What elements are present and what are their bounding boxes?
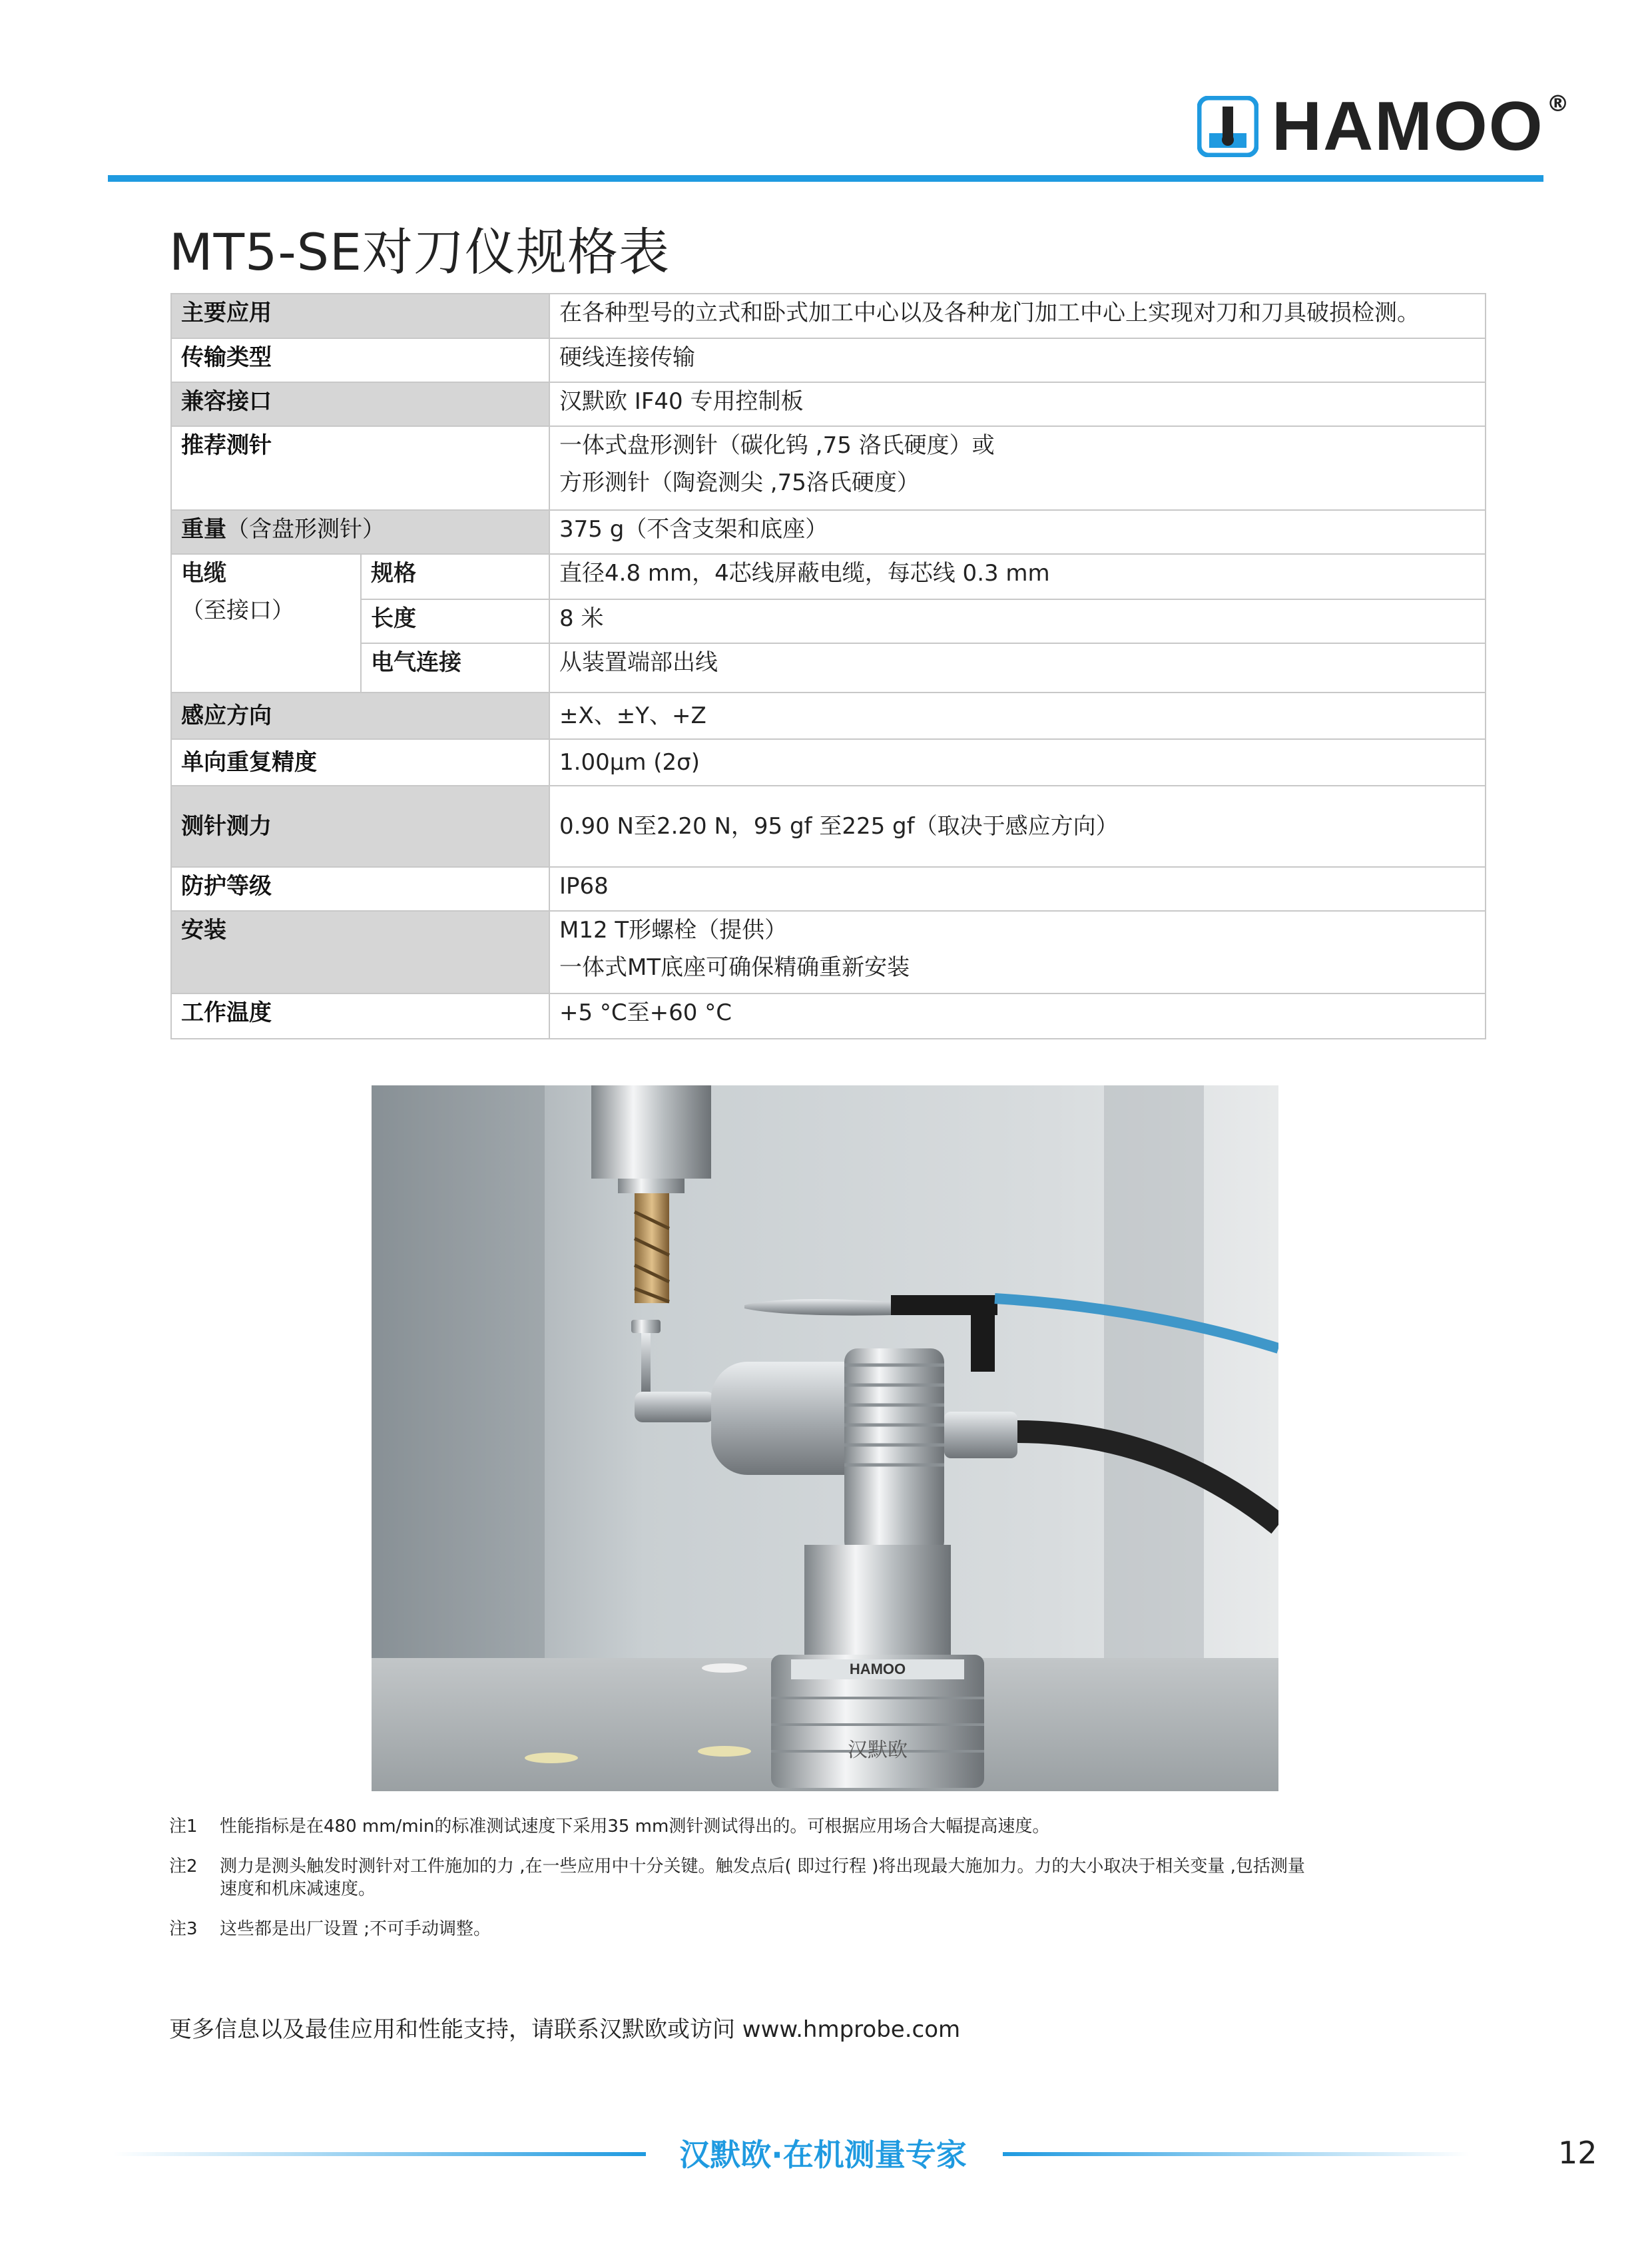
spec-label: 兼容接口 [171,382,549,426]
spec-value: IP68 [549,867,1486,911]
spec-row-mount [171,911,1486,993]
spec-sublabel: 电气连接 [361,643,549,693]
note-key: 注1 [169,1817,198,1836]
spec-label: 传输类型 [171,338,549,382]
product-photo [372,1085,1278,1791]
note-text-line: 速度和机床减速度。 [220,1879,376,1899]
note-text: 性能指标是在480 mm/min的标准测试速度下采用35 mm测针测试得出的。可根据应用场合大幅提高速度。 [220,1817,1050,1836]
spec-value: 8 米 [549,599,1486,643]
spec-value: 在各种型号的立式和卧式加工中心以及各种龙门加工中心上实现对刀和刀具破损检测。 [549,294,1486,338]
page-number: 12 [1558,2135,1597,2171]
spec-sublabel: 规格 [361,554,549,599]
spec-label [171,510,549,554]
footer-rule-right [1003,2152,1469,2156]
spec-value-line: M12 T形螺栓（提供） [559,917,788,944]
spec-value-line: 方形测针（陶瓷测尖 ,75洛氏硬度） [559,469,920,496]
spec-label: 安装 [171,911,549,993]
spec-row-ip [171,867,1486,911]
spec-sublabel: 长度 [361,599,549,643]
note-key: 注2 [169,1856,198,1876]
spec-value: 1.00μm (2σ) [549,739,1486,786]
photo-brand-text: HAMOO [849,1661,906,1677]
spec-label-note: （含盘形测针） [226,516,385,543]
note-text [220,1855,1434,1900]
spec-label: 单向重复精度 [171,739,549,786]
footer-rule-left [113,2152,646,2156]
spec-value: ±X、±Y、+Z [549,693,1486,739]
spec-row-direction [171,693,1486,739]
spec-value: 汉默欧 IF40 专用控制板 [549,382,1486,426]
note-key: 注3 [169,1919,198,1939]
more-info: 更多信息以及最佳应用和性能支持，请联系汉默欧或访问 www.hmprobe.com [169,2016,961,2043]
spec-label: 工作温度 [171,993,549,1039]
spec-value-line: 一体式MT底座可确保精确重新安装 [559,954,910,981]
probe-logo-icon [1197,96,1258,157]
spec-row-cable-conn [171,643,1486,693]
spec-row-repeat [171,739,1486,786]
spec-row-temp [171,993,1486,1039]
spec-value [549,911,1486,993]
spec-value-line: 一体式盘形测针（碳化钨 ,75 洛氏硬度）或 [559,432,995,459]
spec-row-transmission [171,338,1486,382]
spec-row-cable-spec [171,554,1486,599]
spec-label-main: 重量 [181,516,226,543]
spec-label: 防护等级 [171,867,549,911]
spec-label: 感应方向 [171,693,549,739]
spec-row-interface [171,382,1486,426]
note-text-line: 测力是测头触发时测针对工件施加的力 ,在一些应用中十分关键。触发点后( 即过行程 )将出现最大施加力。力的大小取决于相关变量 ,包括测量 [220,1856,1305,1876]
notes [169,1815,1434,1958]
spec-row-weight [171,510,1486,554]
spec-value: 375 g（不含支架和底座） [549,510,1486,554]
brand-name: HAMOO [1272,88,1544,165]
note-item [169,1918,1434,1940]
spec-label: 主要应用 [171,294,549,338]
note-item [169,1855,1434,1900]
page-title: MT5-SE对刀仪规格表 [169,222,671,282]
spec-row-stylus [171,426,1486,510]
spec-table [170,293,1486,1039]
spec-value: 从装置端部出线 [549,643,1486,693]
spec-value [549,426,1486,510]
spec-label: 测针测力 [171,786,549,867]
spec-value: +5 °C至+60 °C [549,993,1486,1039]
brand-logo [1197,88,1569,165]
spec-label-note: （至接口） [181,597,294,624]
registered-mark: ® [1546,91,1569,117]
photo-body-text: 汉默欧 [848,1739,908,1762]
spec-row-main-app [171,294,1486,338]
spec-row-force [171,786,1486,867]
spec-value: 硬线连接传输 [549,338,1486,382]
spec-value: 0.90 N至2.20 N，95 gf 至225 gf（取决于感应方向） [549,786,1486,867]
spec-row-cable-length [171,599,1486,643]
header-rule [108,175,1543,182]
cable-label-cell [171,554,361,693]
spec-label: 电缆 [181,560,226,587]
spec-value: 直径4.8 mm，4芯线屏蔽电缆，每芯线 0.3 mm [549,554,1486,599]
spec-label: 推荐测针 [171,426,549,510]
note-text: 这些都是出厂设置 ;不可手动调整。 [220,1919,491,1939]
note-item [169,1815,1434,1838]
footer-slogan: 汉默欧·在机测量专家 [679,2137,967,2173]
